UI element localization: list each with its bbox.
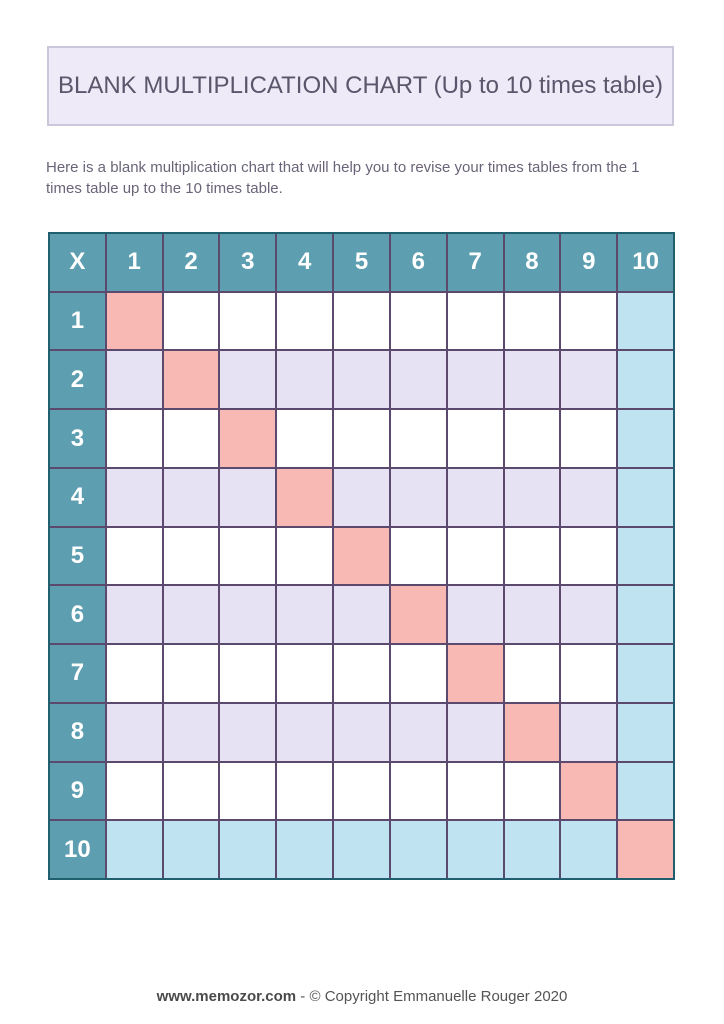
answer-cell-7x4 xyxy=(277,645,332,702)
multiplication-chart xyxy=(48,232,675,880)
answer-cell-9x4 xyxy=(277,763,332,820)
column-header-3: 3 xyxy=(220,234,275,291)
answer-cell-4x7 xyxy=(448,469,503,526)
answer-cell-9x8 xyxy=(505,763,560,820)
row-header-9: 9 xyxy=(50,763,105,820)
answer-cell-8x4 xyxy=(277,704,332,761)
answer-cell-4x8 xyxy=(505,469,560,526)
footer-copyright: © Copyright Emmanuelle Rouger 2020 xyxy=(309,988,568,1005)
row-header-1: 1 xyxy=(50,293,105,350)
answer-cell-10x4 xyxy=(277,821,332,878)
answer-cell-10x8 xyxy=(505,821,560,878)
answer-cell-1x7 xyxy=(448,293,503,350)
answer-cell-7x6 xyxy=(391,645,446,702)
answer-cell-5x7 xyxy=(448,528,503,585)
answer-cell-3x10 xyxy=(618,410,673,467)
answer-cell-2x4 xyxy=(277,351,332,408)
answer-cell-5x8 xyxy=(505,528,560,585)
answer-cell-1x10 xyxy=(618,293,673,350)
answer-cell-3x5 xyxy=(334,410,389,467)
answer-cell-1x6 xyxy=(391,293,446,350)
answer-cell-8x5 xyxy=(334,704,389,761)
answer-cell-6x8 xyxy=(505,586,560,643)
answer-cell-9x3 xyxy=(220,763,275,820)
answer-cell-3x3 xyxy=(220,410,275,467)
answer-cell-8x3 xyxy=(220,704,275,761)
answer-cell-6x3 xyxy=(220,586,275,643)
answer-cell-7x1 xyxy=(107,645,162,702)
answer-cell-3x9 xyxy=(561,410,616,467)
answer-cell-2x9 xyxy=(561,351,616,408)
answer-cell-7x10 xyxy=(618,645,673,702)
answer-cell-6x6 xyxy=(391,586,446,643)
answer-cell-8x6 xyxy=(391,704,446,761)
answer-cell-10x5 xyxy=(334,821,389,878)
answer-cell-9x6 xyxy=(391,763,446,820)
answer-cell-4x10 xyxy=(618,469,673,526)
answer-cell-3x6 xyxy=(391,410,446,467)
answer-cell-2x2 xyxy=(164,351,219,408)
row-header-6: 6 xyxy=(50,586,105,643)
title-banner xyxy=(47,46,674,126)
answer-cell-7x9 xyxy=(561,645,616,702)
row-header-2: 2 xyxy=(50,351,105,408)
answer-cell-4x9 xyxy=(561,469,616,526)
answer-cell-1x4 xyxy=(277,293,332,350)
answer-cell-10x10 xyxy=(618,821,673,878)
answer-cell-7x5 xyxy=(334,645,389,702)
answer-cell-9x9 xyxy=(561,763,616,820)
answer-cell-10x6 xyxy=(391,821,446,878)
answer-cell-4x3 xyxy=(220,469,275,526)
column-header-7: 7 xyxy=(448,234,503,291)
answer-cell-6x9 xyxy=(561,586,616,643)
answer-cell-1x8 xyxy=(505,293,560,350)
answer-cell-10x1 xyxy=(107,821,162,878)
column-header-2: 2 xyxy=(164,234,219,291)
answer-cell-4x4 xyxy=(277,469,332,526)
column-header-8: 8 xyxy=(505,234,560,291)
answer-cell-7x2 xyxy=(164,645,219,702)
answer-cell-2x10 xyxy=(618,351,673,408)
answer-cell-2x7 xyxy=(448,351,503,408)
answer-cell-5x9 xyxy=(561,528,616,585)
answer-cell-2x3 xyxy=(220,351,275,408)
answer-cell-7x8 xyxy=(505,645,560,702)
answer-cell-3x2 xyxy=(164,410,219,467)
column-header-9: 9 xyxy=(561,234,616,291)
answer-cell-2x6 xyxy=(391,351,446,408)
answer-cell-8x9 xyxy=(561,704,616,761)
column-header-4: 4 xyxy=(277,234,332,291)
answer-cell-8x7 xyxy=(448,704,503,761)
column-header-5: 5 xyxy=(334,234,389,291)
row-header-5: 5 xyxy=(50,528,105,585)
corner-header: X xyxy=(50,234,105,291)
column-header-1: 1 xyxy=(107,234,162,291)
answer-cell-6x10 xyxy=(618,586,673,643)
answer-cell-8x2 xyxy=(164,704,219,761)
answer-cell-4x6 xyxy=(391,469,446,526)
footer xyxy=(0,988,724,1005)
answer-cell-1x2 xyxy=(164,293,219,350)
answer-cell-9x5 xyxy=(334,763,389,820)
answer-cell-1x5 xyxy=(334,293,389,350)
row-header-3: 3 xyxy=(50,410,105,467)
footer-site-link[interactable]: www.memozor.com xyxy=(156,988,297,1005)
column-header-10: 10 xyxy=(618,234,673,291)
answer-cell-5x3 xyxy=(220,528,275,585)
answer-cell-3x8 xyxy=(505,410,560,467)
row-header-10: 10 xyxy=(50,821,105,878)
column-header-6: 6 xyxy=(391,234,446,291)
answer-cell-2x5 xyxy=(334,351,389,408)
answer-cell-9x1 xyxy=(107,763,162,820)
answer-cell-3x7 xyxy=(448,410,503,467)
answer-cell-4x2 xyxy=(164,469,219,526)
answer-cell-3x4 xyxy=(277,410,332,467)
answer-cell-4x5 xyxy=(334,469,389,526)
answer-cell-6x7 xyxy=(448,586,503,643)
answer-cell-5x10 xyxy=(618,528,673,585)
answer-cell-6x4 xyxy=(277,586,332,643)
answer-cell-5x1 xyxy=(107,528,162,585)
answer-cell-6x2 xyxy=(164,586,219,643)
answer-cell-9x7 xyxy=(448,763,503,820)
answer-cell-1x1 xyxy=(107,293,162,350)
answer-cell-10x9 xyxy=(561,821,616,878)
answer-cell-6x5 xyxy=(334,586,389,643)
answer-cell-2x1 xyxy=(107,351,162,408)
answer-cell-8x1 xyxy=(107,704,162,761)
row-header-7: 7 xyxy=(50,645,105,702)
answer-cell-5x4 xyxy=(277,528,332,585)
answer-cell-1x9 xyxy=(561,293,616,350)
answer-cell-2x8 xyxy=(505,351,560,408)
intro-paragraph: Here is a blank multiplication chart that will help you to revise your times tables from the 1 times table up to the 10 times table. xyxy=(46,159,640,197)
row-header-8: 8 xyxy=(50,704,105,761)
answer-cell-10x3 xyxy=(220,821,275,878)
answer-cell-3x1 xyxy=(107,410,162,467)
answer-cell-8x10 xyxy=(618,704,673,761)
footer-separator: - xyxy=(296,988,310,1005)
answer-cell-10x7 xyxy=(448,821,503,878)
answer-cell-1x3 xyxy=(220,293,275,350)
page-title: BLANK MULTIPLICATION CHART (Up to 10 times table) xyxy=(57,72,664,99)
answer-cell-9x2 xyxy=(164,763,219,820)
answer-cell-7x7 xyxy=(448,645,503,702)
answer-cell-6x1 xyxy=(107,586,162,643)
answer-cell-4x1 xyxy=(107,469,162,526)
answer-cell-7x3 xyxy=(220,645,275,702)
answer-cell-5x6 xyxy=(391,528,446,585)
answer-cell-10x2 xyxy=(164,821,219,878)
answer-cell-9x10 xyxy=(618,763,673,820)
answer-cell-8x8 xyxy=(505,704,560,761)
row-header-4: 4 xyxy=(50,469,105,526)
answer-cell-5x2 xyxy=(164,528,219,585)
answer-cell-5x5 xyxy=(334,528,389,585)
